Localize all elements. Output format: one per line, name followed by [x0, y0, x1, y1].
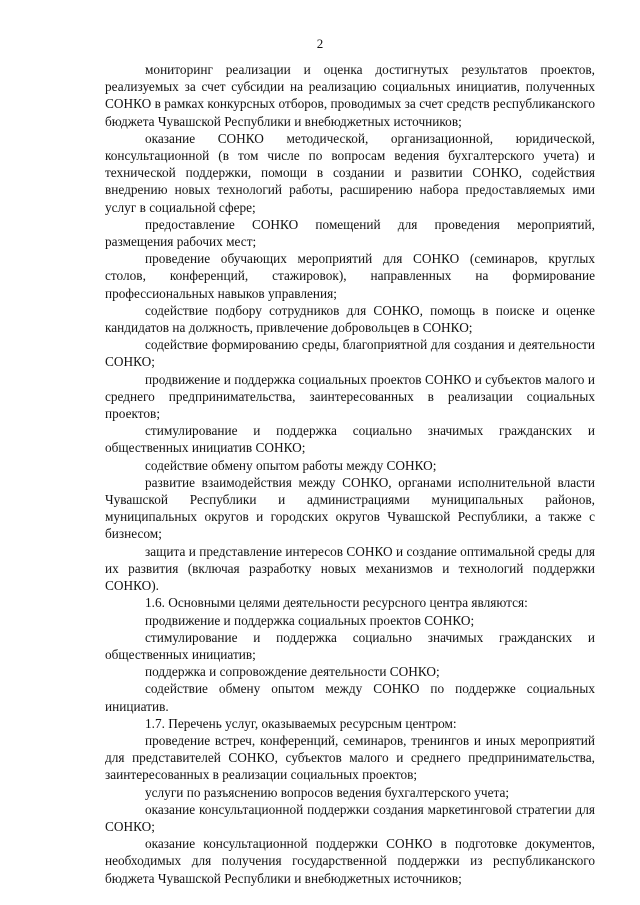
paragraph: оказание консультационной поддержки создания маркетинговой стратегии для СОНКО; — [105, 801, 595, 834]
paragraph: оказание СОНКО методической, организационной, юридической, консультационной (в том числе по вопросам ведения бухгалтерского учета) и технической поддержки, помощи в создании и развитии СОНКО, содействия внедрению новых технологий работы, расширению набора предоставляемых ими услуг в социальной сфере; — [105, 130, 595, 215]
paragraph: стимулирование и поддержка социально значимых гражданских и общественных инициатив; — [105, 629, 595, 662]
paragraph: оказание консультационной поддержки СОНКО в подготовке документов, необходимых для получения государственной поддержки из республиканского бюджета Чувашской Республики и внебюджетных источников; — [105, 836, 595, 886]
paragraph: услуги по разъяснению вопросов ведения бухгалтерского учета; — [145, 784, 510, 800]
document-body — [105, 61, 595, 887]
paragraph: содействие формированию среды, благоприятной для создания и деятельности СОНКО; — [105, 337, 595, 370]
paragraph: стимулирование и поддержка социально значимых гражданских и общественных инициатив СОНКО; — [105, 423, 595, 456]
paragraph: содействие подбору сотрудников для СОНКО, помощь в поиске и оценке кандидатов на должность, привлечение добровольцев в СОНКО; — [105, 302, 595, 336]
section-heading: 1.6. Основными целями деятельности ресурсного центра являются: — [145, 595, 528, 611]
section-heading: 1.7. Перечень услуг, оказываемых ресурсным центром: — [145, 715, 457, 731]
paragraph: содействие обмену опытом работы между СОНКО; — [145, 457, 437, 473]
paragraph: защита и представление интересов СОНКО и создание оптимальной среды для их развития (включая разработку новых механизмов и технологий поддержки СОНКО). — [105, 543, 595, 594]
paragraph: проведение обучающих мероприятий для СОНКО (семинаров, круглых столов, конференций, стажировок), направленных на формирование профессиональных навыков управления; — [105, 251, 595, 301]
paragraph: развитие взаимодействия между СОНКО, органами исполнительной власти Чувашской Республики и администрациями муниципальных районов, муниципальных округов и городских округов Чувашской Республики, а также с бизнесом; — [105, 474, 595, 542]
paragraph: содействие обмену опытом между СОНКО по поддержке социальных инициатив. — [105, 681, 595, 714]
page-number: 2 — [316, 36, 324, 51]
paragraph: продвижение и поддержка социальных проектов СОНКО и субъектов малого и среднего предпринимательства, заинтересованных в реализации социальных проектов; — [105, 371, 595, 422]
paragraph: продвижение и поддержка социальных проектов СОНКО; — [145, 612, 475, 628]
paragraph: поддержка и сопровождение деятельности СОНКО; — [145, 664, 440, 680]
paragraph: предоставление СОНКО помещений для проведения мероприятий, размещения рабочих мест; — [105, 216, 595, 250]
paragraph: проведение встреч, конференций, семинаров, тренингов и иных мероприятий для представителей СОНКО, субъектов малого и среднего предпринимательства, заинтересованных в реализации социальных проектов; — [105, 732, 595, 783]
paragraph: мониторинг реализации и оценка достигнутых результатов проектов, реализуемых за счет субсидии на реализацию социальных инициатив, полученных СОНКО в рамках конкурсных отборов, проводимых за счет средств республиканского бюджета Чувашской Республики и внебюджетных источников; — [105, 62, 595, 129]
